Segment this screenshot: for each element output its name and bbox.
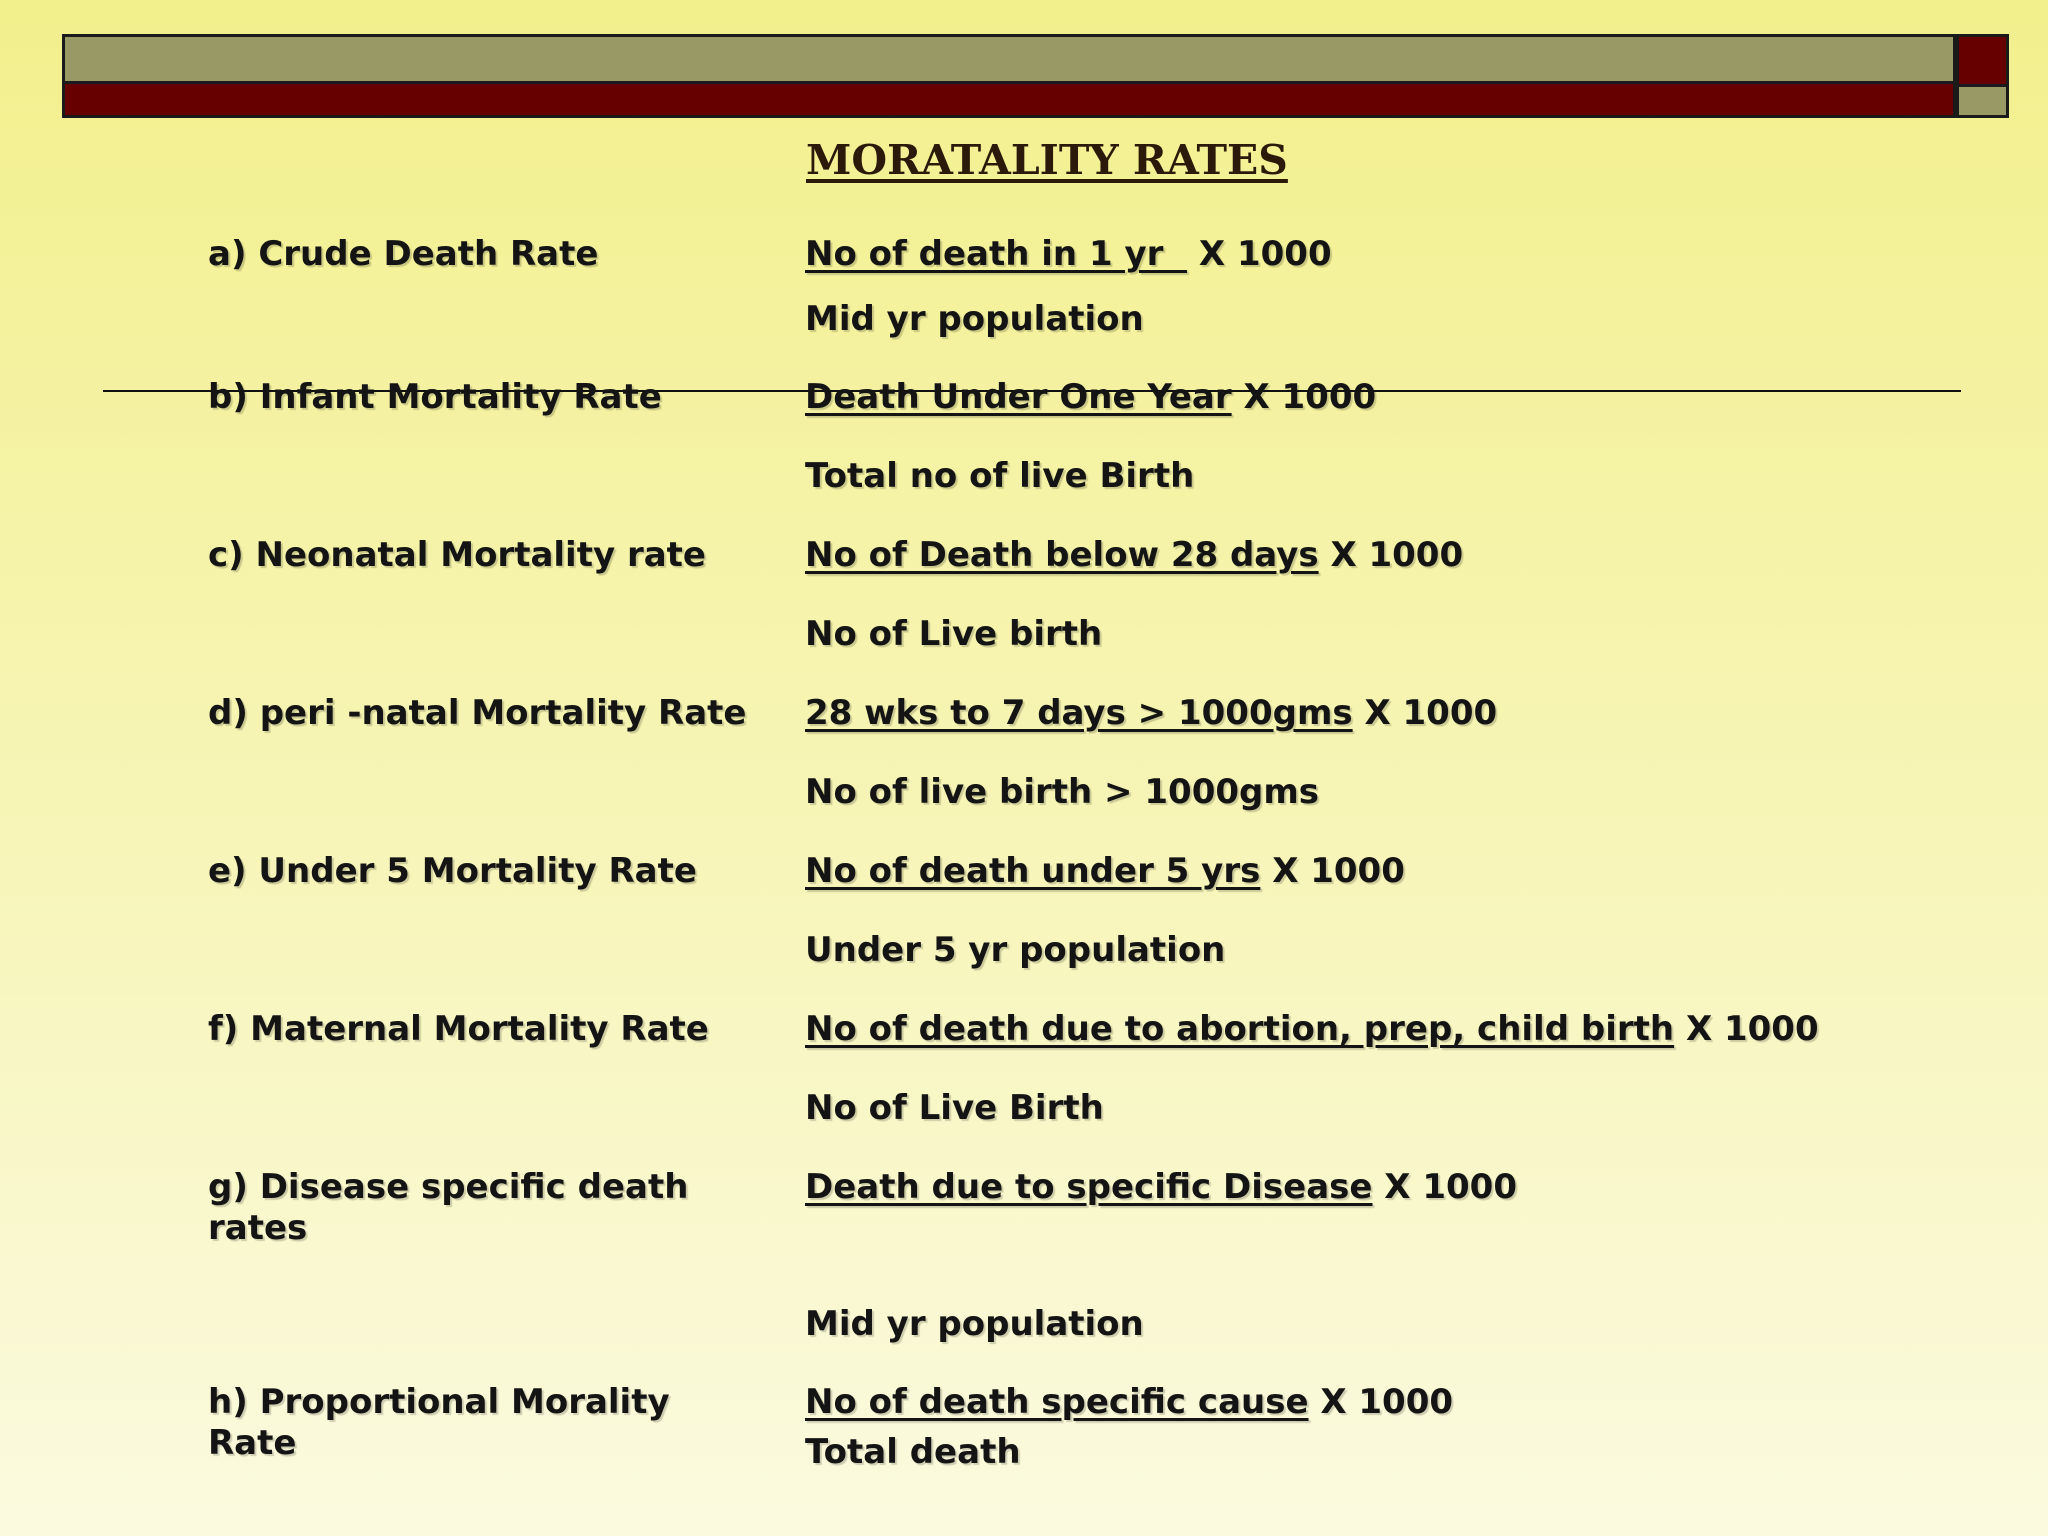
numerator-text: 28 wks to 7 days > 1000gms <box>805 693 1353 733</box>
label-line: Rate <box>208 1423 297 1463</box>
rate-label-maternal-mortality: f) Maternal Mortality Rate <box>208 1009 709 1049</box>
multiplier-text: X 1000 <box>1260 851 1405 891</box>
label-line: h) Proportional Morality <box>208 1382 670 1422</box>
formula-denominator-proportional-mortality: Total death <box>805 1432 1021 1472</box>
slide-title: MORATALITY RATES <box>806 136 1288 184</box>
header-bar-olive <box>62 34 1956 84</box>
rate-label-infant-mortality: b) Infant Mortality Rate <box>208 377 662 417</box>
rate-label-proportional-mortality <box>208 1382 670 1464</box>
formula-denominator-neonatal-mortality: No of Live birth <box>805 614 1103 654</box>
rate-label-disease-specific <box>208 1167 688 1249</box>
formula-denominator-under5-mortality: Under 5 yr population <box>805 930 1226 970</box>
header-square-olive <box>1956 85 2009 118</box>
numerator-text: No of Death below 28 days <box>805 535 1319 575</box>
formula-numerator-infant-mortality <box>805 377 1376 418</box>
numerator-text: Death Under One Year <box>805 377 1232 417</box>
label-line: g) Disease specific death <box>208 1167 689 1207</box>
rate-label-perinatal-mortality: d) peri -natal Mortality Rate <box>208 693 747 733</box>
multiplier-text: X 1000 <box>1318 535 1464 575</box>
multiplier-text: X 1000 <box>1308 1382 1454 1422</box>
formula-numerator-perinatal-mortality <box>805 693 1497 734</box>
formula-denominator-crude-death: Mid yr population <box>805 299 1144 339</box>
label-line: rates <box>208 1208 308 1248</box>
multiplier-text: X 1000 <box>1372 1167 1517 1207</box>
formula-numerator-disease-specific <box>805 1167 1517 1208</box>
rate-label-under5-mortality: e) Under 5 Mortality Rate <box>208 851 697 891</box>
formula-numerator-crude-death <box>805 234 1332 275</box>
formula-denominator-infant-mortality: Total no of live Birth <box>805 456 1195 496</box>
formula-numerator-neonatal-mortality <box>805 535 1463 576</box>
header-bar-maroon <box>62 84 1956 118</box>
numerator-text: No of death due to abortion, prep, child birth <box>805 1009 1675 1049</box>
formula-numerator-proportional-mortality <box>805 1382 1453 1423</box>
multiplier-text: X 1000 <box>1352 693 1498 733</box>
numerator-text: No of death in 1 yr <box>805 234 1188 274</box>
multiplier-text: X 1000 <box>1674 1009 1819 1049</box>
numerator-text: Death due to specific Disease <box>805 1167 1373 1207</box>
formula-denominator-disease-specific: Mid yr population <box>805 1304 1144 1344</box>
multiplier-text: X 1000 <box>1231 377 1377 417</box>
numerator-text: No of death specific cause <box>805 1382 1309 1422</box>
formula-denominator-maternal-mortality: No of Live Birth <box>805 1088 1104 1128</box>
rate-label-neonatal-mortality: c) Neonatal Mortality rate <box>208 535 706 575</box>
formula-numerator-maternal-mortality <box>805 1009 1819 1050</box>
formula-denominator-perinatal-mortality: No of live birth > 1000gms <box>805 772 1320 812</box>
numerator-text: No of death under 5 yrs <box>805 851 1261 891</box>
multiplier-text: X 1000 <box>1187 234 1332 274</box>
header-square-maroon <box>1956 34 2009 87</box>
formula-numerator-under5-mortality <box>805 851 1405 892</box>
rate-label-crude-death: a) Crude Death Rate <box>208 234 599 274</box>
